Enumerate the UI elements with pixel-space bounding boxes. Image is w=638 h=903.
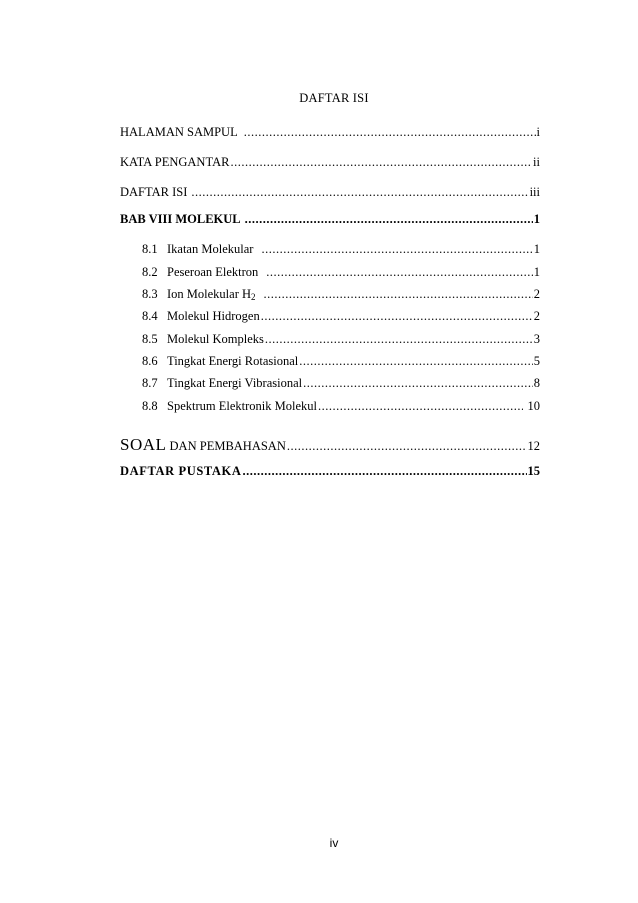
leader-dots (318, 398, 523, 414)
toc-entry-halaman-sampul[interactable] (120, 124, 540, 140)
toc-entry-daftar-pustaka[interactable] (120, 463, 540, 479)
toc-subentry[interactable] (142, 264, 540, 280)
leader-dots (287, 438, 527, 454)
leader-dots (303, 375, 533, 391)
toc-subentry-page: 10 (527, 399, 540, 413)
toc-subentry[interactable] (142, 398, 540, 414)
toc-subentry[interactable] (142, 241, 540, 257)
toc-subentry-number: 8.1 (142, 242, 158, 256)
toc-entry-kata-pengantar[interactable] (120, 154, 540, 170)
subscript-text: 2 (251, 292, 256, 302)
toc-subentry[interactable] (142, 353, 540, 369)
toc-entry-soal[interactable] (120, 437, 540, 454)
toc-subentry-label-text: Ion Molekular H (167, 287, 252, 301)
toc-subentry-number: 8.6 (142, 354, 158, 368)
toc-entry-page: 12 (527, 439, 540, 453)
toc-entry-label-big: SOAL (120, 435, 167, 454)
toc-entry-page: 15 (527, 464, 540, 478)
page-title: DAFTAR ISI (299, 91, 369, 105)
toc-subentry[interactable] (142, 375, 540, 391)
leader-dots (245, 211, 533, 227)
toc-subentry-number: 8.5 (142, 332, 158, 346)
toc-subentry-number: 8.3 (142, 287, 158, 301)
toc-entry-page: ii (533, 155, 540, 169)
leader-dots (261, 241, 532, 257)
toc-entry-label: BAB VIII MOLEKUL (120, 212, 241, 226)
toc-subentry[interactable] (142, 331, 540, 347)
toc-subentry-label: Ikatan Molekular (167, 242, 254, 256)
leader-dots (261, 308, 533, 324)
toc-subentry-page: 5 (533, 354, 540, 368)
toc-subentry-page: 1 (533, 265, 540, 279)
leader-dots (265, 331, 533, 347)
leader-dots (299, 353, 533, 369)
toc-subentry-label: Peseroan Elektron (167, 265, 259, 279)
toc-subentry-number: 8.2 (142, 265, 158, 279)
toc-entry-page: i (536, 125, 540, 139)
toc-subentry-page: 8 (533, 376, 540, 390)
toc-entry-page: iii (529, 185, 540, 199)
toc-subentry-number: 8.8 (142, 399, 158, 413)
page-number: iv (329, 836, 339, 850)
toc-entry-label-rest: DAN PEMBAHASAN (166, 439, 286, 453)
toc-subentry-page: 2 (533, 309, 540, 323)
toc-subentry[interactable] (142, 308, 540, 324)
toc-subentry-label: Molekul Hidrogen (167, 309, 260, 323)
toc-subentry-number: 8.4 (142, 309, 158, 323)
toc-subentry-label: Spektrum Elektronik Molekul (167, 399, 317, 413)
toc-subentry-page: 3 (533, 332, 540, 346)
toc-entry-label (120, 437, 286, 454)
toc-subentry[interactable] (142, 286, 540, 305)
toc-subentry-label (167, 286, 256, 305)
leader-dots (230, 154, 532, 170)
leader-dots (266, 264, 532, 280)
leader-dots (244, 124, 536, 140)
toc-subentry-number: 8.7 (142, 376, 158, 390)
toc-entry-label: DAFTAR PUSTAKA (120, 464, 242, 478)
leader-dots (242, 463, 526, 479)
leader-dots (191, 184, 528, 200)
leader-dots (264, 286, 533, 302)
toc-subentry-label: Tingkat Energi Rotasional (167, 354, 299, 368)
toc-entry-label: HALAMAN SAMPUL (120, 125, 238, 139)
toc-entry-bab-viii[interactable] (120, 211, 540, 227)
toc-entry-label: KATA PENGANTAR (120, 155, 230, 169)
toc-entry-page: 1 (533, 212, 540, 226)
toc-entry-daftar-isi[interactable] (120, 184, 540, 200)
toc-subentry-page: 1 (533, 242, 540, 256)
toc-subentry-label: Tingkat Energi Vibrasional (167, 376, 303, 390)
toc-subentry-label: Molekul Kompleks (167, 332, 264, 346)
toc-subentry-page: 2 (533, 287, 540, 301)
toc-entry-label: DAFTAR ISI (120, 185, 188, 199)
